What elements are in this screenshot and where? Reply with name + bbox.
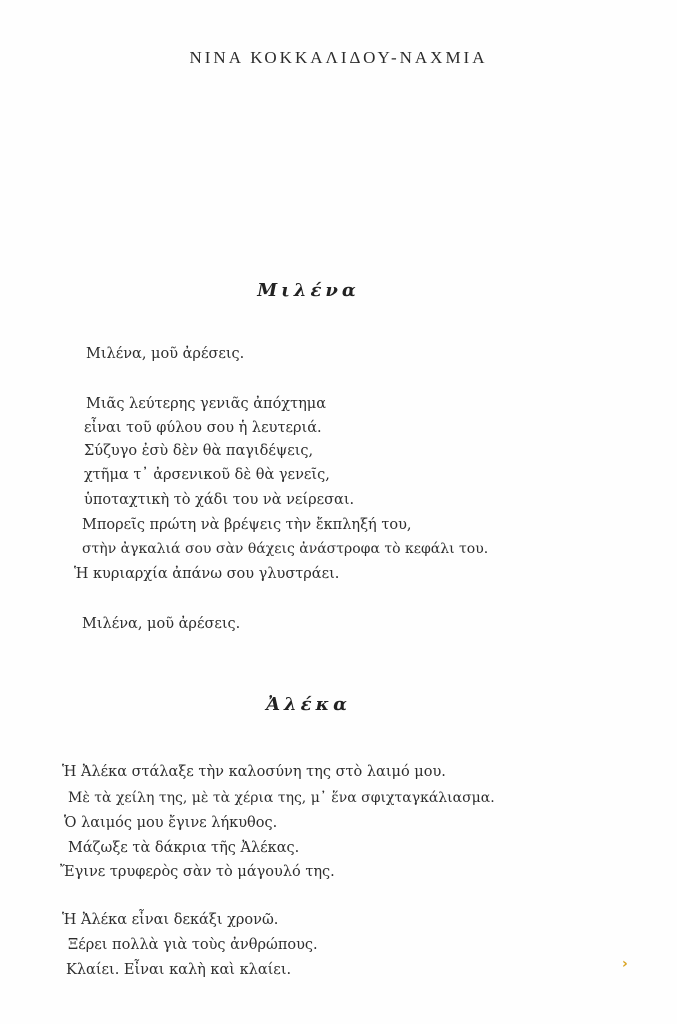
poem-line: Μάζωξε τὰ δάκρια τῆς Ἀλέκας. bbox=[68, 840, 300, 856]
poem-line: Ἡ κυριαρχία ἀπάνω σου γλυστράει. bbox=[74, 566, 340, 582]
poem-line: Μιλένα, μοῦ ἀρέσεις. bbox=[86, 346, 245, 362]
poem-line: Μιλένα, μοῦ ἀρέσεις. bbox=[82, 616, 241, 632]
poem-line: εἶναι τοῦ φύλου σου ἡ λευτεριά. bbox=[84, 420, 322, 436]
poem-line: Ἡ Ἀλέκα στάλαξε τὴν καλοσύνη της στὸ λαιμό μου. bbox=[62, 764, 446, 780]
poem-line: στὴν ἀγκαλιά σου σὰν θάχεις ἀνάστροφα τὸ κεφάλι του. bbox=[82, 541, 489, 557]
poem-line: χτῆμα τ᾽ ἀρσενικοῦ δὲ θὰ γενεῖς, bbox=[84, 467, 330, 483]
poem-line: Μπορεῖς πρώτη νὰ βρέψεις τὴν ἔκπληξή του, bbox=[82, 517, 412, 533]
poem-title-aleka: Ἀλέκα bbox=[266, 694, 351, 715]
poem-line: ὑποταχτικὴ τὸ χάδι του νὰ νείρεσαι. bbox=[84, 492, 355, 508]
poem-line: Ἡ Ἀλέκα εἶναι δεκάξι χρονῶ. bbox=[62, 912, 279, 928]
poem-line: Μιᾶς λεύτερης γενιᾶς ἀπόχτημα bbox=[86, 396, 327, 412]
author-header: ΝΙΝΑ ΚΟΚΚΑΛΙΔΟΥ-ΝΑΧΜΙΑ bbox=[189, 48, 488, 67]
poem-line: Σύζυγο ἐσὺ δὲν θὰ παγιδέψεις, bbox=[84, 443, 314, 459]
poem-line: Κλαίει. Εἶναι καλὴ καὶ κλαίει. bbox=[66, 962, 292, 978]
poem-title-milena: Μιλένα bbox=[257, 280, 360, 301]
poem-line: Ξέρει πολλὰ γιὰ τοὺς ἀνθρώπους. bbox=[68, 937, 318, 953]
page-corner-mark: › bbox=[622, 956, 628, 972]
poem-line: Μὲ τὰ χείλη της, μὲ τὰ χέρια της, μ᾽ ἕνα σφιχταγκάλιασμα. bbox=[68, 790, 495, 806]
poem-line: Ὁ λαιμός μου ἔγινε λήκυθος. bbox=[64, 815, 278, 831]
poem-line: Ἔγινε τρυφερὸς σὰν τὸ μάγουλό της. bbox=[60, 864, 335, 880]
